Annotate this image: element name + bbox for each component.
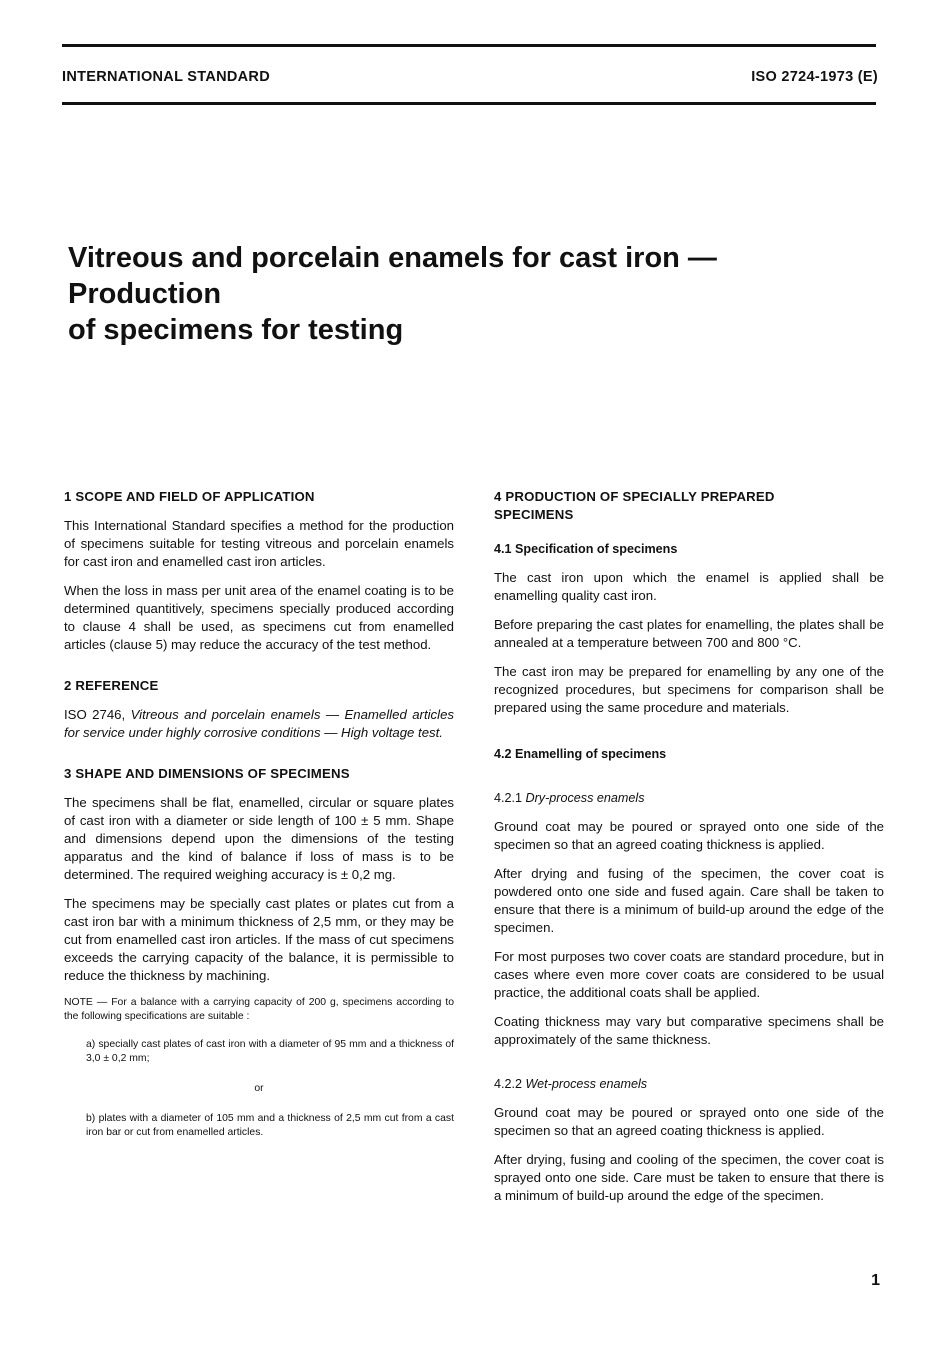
- section-4-2-heading: 4.2 Enamelling of specimens: [494, 747, 667, 761]
- section-4-2-2-paragraph-1: Ground coat may be poured or sprayed onto one side of the specimen so that an agreed coating thickness is applied.: [494, 1105, 884, 1138]
- note-or: or: [254, 1083, 264, 1094]
- title-line-2: of specimens for testing: [68, 314, 404, 346]
- section-4-1-paragraph-1: The cast iron upon which the enamel is applied shall be enamelling quality cast iron.: [494, 570, 884, 603]
- section-4-2-2-title: Wet-process enamels: [525, 1077, 648, 1091]
- note-item-b: b) plates with a diameter of 105 mm and a thickness of 2,5 mm cut from a cast iron bar or cut from enamelled articles.: [86, 1113, 454, 1138]
- page-number: 1: [871, 1272, 880, 1289]
- section-4-2-1-number: 4.2.1: [494, 791, 526, 805]
- section-4-2-1-paragraph-3: For most purposes two cover coats are standard procedure, but in cases where even more cover coats are considered to be usual practice, the additional coats shall be applied.: [494, 949, 884, 1000]
- section-4-2-1-heading: [494, 789, 884, 807]
- section-4-2-2-heading: [494, 1075, 884, 1093]
- section-4-2-1-paragraph-2: After drying and fusing of the specimen, the cover coat is powdered onto one side and fused again. Care shall be taken to ensure that there is a minimum of build-up around the edge of the specimen.: [494, 866, 884, 935]
- reference-title: Vitreous and porcelain enamels — Enamelled articles for service under highly corrosive conditions — High voltage test.: [64, 707, 454, 740]
- section-4-2-1-paragraph-1: Ground coat may be poured or sprayed onto one side of the specimen so that an agreed coating thickness is applied.: [494, 819, 884, 852]
- reference-code: ISO 2746,: [64, 707, 131, 722]
- section-2-heading: 2 REFERENCE: [64, 678, 159, 693]
- header-bottom-rule: [62, 102, 876, 105]
- document-title: [68, 240, 868, 348]
- section-1-paragraph-1: This International Standard specifies a method for the production of specimens suitable for testing vitreous and porcelain enamels for cast iron and enamelled cast iron articles.: [64, 518, 454, 569]
- section-3-paragraph-2: The specimens may be specially cast plates or plates cut from a cast iron bar with a minimum thickness of 2,5 mm, or they may be cut from enamelled cast iron articles. If the mass of cut specimens exceeds the carrying capacity of the balance, it is permissible to reduce the thickness by machining.: [64, 896, 454, 983]
- section-1-paragraph-2: When the loss in mass per unit area of the enamel coating is to be determined quantitively, specimens specially produced according to clause 4 shall be used, as specimens cut from enamelled articles (clause 5) may reduce the accuracy of the test method.: [64, 583, 454, 652]
- header-top-rule: [62, 44, 876, 47]
- section-4-1-paragraph-3: The cast iron may be prepared for enamelling by any one of the recognized procedures, but specimens for comparison shall be prepared using the same procedure and materials.: [494, 664, 884, 715]
- section-4-2-2-number: 4.2.2: [494, 1077, 526, 1091]
- section-3-note: NOTE — For a balance with a carrying capacity of 200 g, specimens according to the following specifications are suitable :: [64, 997, 454, 1022]
- section-4-heading: 4 PRODUCTION OF SPECIALLY PREPARED SPECIMENS: [494, 489, 775, 522]
- section-4-2-1-paragraph-4: Coating thickness may vary but comparative specimens shall be approximately of the same thickness.: [494, 1014, 884, 1047]
- title-line-1: Vitreous and porcelain enamels for cast iron — Production: [68, 242, 717, 310]
- section-4-1-paragraph-2: Before preparing the cast plates for enamelling, the plates shall be annealed at a temperature between 700 and 800 °C.: [494, 617, 884, 650]
- section-3-heading: 3 SHAPE AND DIMENSIONS OF SPECIMENS: [64, 766, 350, 781]
- right-column: [494, 488, 884, 1205]
- left-column: [64, 488, 454, 1140]
- section-4-2-2-paragraph-2: After drying, fusing and cooling of the specimen, the cover coat is sprayed onto one side. Care must be taken to ensure that there is a minimum of build-up around the edge of the specimen.: [494, 1152, 884, 1203]
- section-4-1-heading: 4.1 Specification of specimens: [494, 542, 678, 556]
- section-4-2-1-title: Dry-process enamels: [525, 791, 645, 805]
- header-standard-label: INTERNATIONAL STANDARD: [62, 69, 270, 85]
- section-2-reference: [64, 706, 454, 742]
- section-3-paragraph-1: The specimens shall be flat, enamelled, circular or square plates of cast iron with a diameter or side length of 100 ± 5 mm. Shape and dimensions depend upon the dimensions of the testing apparatus and the kind of balance if loss of mass is to be determined. The required weighing accuracy is ± 0,2 mg.: [64, 795, 454, 882]
- note-item-a: a) specially cast plates of cast iron with a diameter of 95 mm and a thickness of 3,0 ± 0,2 mm;: [86, 1039, 454, 1064]
- header-document-code: ISO 2724-1973 (E): [751, 69, 878, 85]
- section-1-heading: 1 SCOPE AND FIELD OF APPLICATION: [64, 489, 315, 504]
